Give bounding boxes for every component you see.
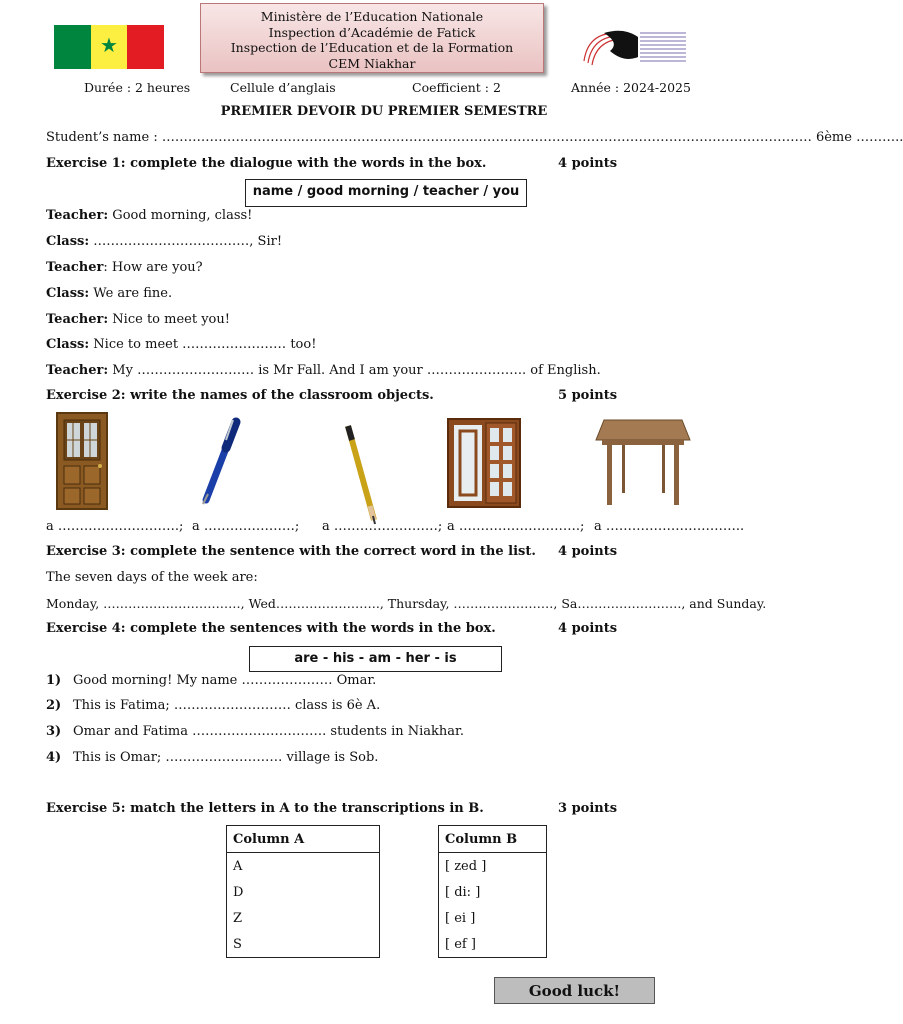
- good-luck-banner: Good luck!: [494, 977, 655, 1004]
- exercise-1-points: 4 points: [558, 156, 618, 171]
- table-image: [594, 418, 692, 508]
- dialogue-text: ………………………………, Sir!: [89, 234, 283, 249]
- flag-stripe-yellow: [91, 25, 128, 69]
- exercise-5-points: 3 points: [558, 801, 618, 816]
- column-a-table: [226, 825, 380, 958]
- speaker: Class:: [46, 337, 90, 352]
- exercise-4-points: 4 points: [558, 621, 618, 636]
- column-b-cell: [ ef ]: [439, 931, 547, 958]
- ministry-header: [200, 3, 544, 73]
- coefficient: Coefficient : 2: [412, 80, 501, 95]
- school-logo: [580, 27, 690, 69]
- duration: Durée : 2 heures: [84, 80, 191, 95]
- exercise-2-points: 5 points: [558, 388, 618, 403]
- dialogue-line: [46, 363, 601, 378]
- dialogue-text: We are fine.: [89, 286, 173, 301]
- dialogue-text: My ……………………… is Mr Fall. And I am your ………………….. of English.: [108, 363, 601, 378]
- dialogue-text: Nice to meet …………………… too!: [89, 337, 317, 352]
- item-number: 2): [46, 698, 62, 713]
- exercise-4-title: Exercise 4: complete the sentences with the words in the box.: [46, 621, 496, 636]
- dialogue-text: Nice to meet you!: [108, 312, 230, 327]
- pencil-image: [340, 420, 380, 530]
- senegal-flag: [54, 25, 164, 69]
- exercise-2-title: Exercise 2: write the names of the classroom objects.: [46, 388, 434, 403]
- sentence-item: [46, 724, 464, 739]
- window-image: [446, 417, 522, 509]
- item-number: 1): [46, 673, 62, 688]
- ministry-line: Inspection de l’Education et de la Formation: [230, 40, 514, 55]
- student-name-line: Student’s name : …………………………………………………………………………………………………………………………………… 6ème ………..: [46, 130, 903, 145]
- exercise-3-sentence: Monday, ……………………………, Wed……………………., Thursday, ……………………, Sa……………………., and Sunday.: [46, 596, 767, 611]
- answer-blank[interactable]: a …………………;: [192, 519, 300, 534]
- item-number: 4): [46, 750, 62, 765]
- item-text: Omar and Fatima …………………………. students in Niakhar.: [73, 724, 464, 739]
- dialogue-text: : How are you?: [103, 260, 203, 275]
- sentence-item: [46, 673, 376, 688]
- dialogue-line: [46, 260, 203, 275]
- dialogue-text: Good morning, class!: [108, 208, 253, 223]
- dialogue-line: [46, 337, 316, 352]
- item-text: This is Fatima; ……………………… class is 6è A.: [73, 698, 381, 713]
- pen-image: [196, 416, 246, 506]
- column-b-header: Column B: [439, 826, 547, 853]
- item-text: This is Omar; ……………………… village is Sob.: [73, 750, 379, 765]
- column-a-header: Column A: [227, 826, 380, 853]
- speaker: Class:: [46, 286, 90, 301]
- exercise-3-points: 4 points: [558, 544, 618, 559]
- dialogue-line: [46, 208, 252, 223]
- sentence-item: [46, 750, 378, 765]
- speaker: Teacher:: [46, 208, 109, 223]
- exercise-3-title: Exercise 3: complete the sentence with the correct word in the list.: [46, 544, 536, 559]
- page-title: PREMIER DEVOIR DU PREMIER SEMESTRE: [220, 104, 548, 119]
- speaker: Class:: [46, 234, 90, 249]
- flag-stripe-red: [127, 25, 164, 69]
- ministry-line: CEM Niakhar: [328, 55, 416, 71]
- column-b-cell: [ di: ]: [439, 879, 547, 905]
- column-b-cell: [ zed ]: [439, 853, 547, 880]
- school-year: Année : 2024-2025: [571, 80, 691, 95]
- column-b-cell: [ ei ]: [439, 905, 547, 931]
- answer-blank[interactable]: a ……………………….;: [447, 519, 585, 534]
- word-box-1: name / good morning / teacher / you: [245, 179, 527, 207]
- cell: Cellule d’anglais: [230, 80, 336, 95]
- speaker: Teacher:: [46, 363, 109, 378]
- exercise-1-title: Exercise 1: complete the dialogue with the words in the box.: [46, 156, 487, 171]
- column-a-cell: D: [227, 879, 380, 905]
- exercise-3-intro: The seven days of the week are:: [46, 570, 258, 585]
- ministry-line: Inspection d’Académie de Fatick: [268, 24, 476, 40]
- flag-stripe-green: [54, 25, 91, 69]
- answer-blank[interactable]: a ……………………….;: [46, 519, 184, 534]
- answer-blank[interactable]: a ……………………;: [322, 519, 443, 534]
- dialogue-line: [46, 286, 172, 301]
- door-image: [56, 412, 108, 510]
- sentence-item: [46, 698, 380, 713]
- item-number: 3): [46, 724, 62, 739]
- column-b-table: [438, 825, 547, 958]
- speaker: Teacher: [46, 260, 104, 275]
- word-box-2: are - his - am - her - is: [249, 646, 502, 672]
- dialogue-line: [46, 312, 230, 327]
- column-a-cell: S: [227, 931, 380, 958]
- column-a-cell: Z: [227, 905, 380, 931]
- dialogue-line: [46, 234, 282, 249]
- item-text: Good morning! My name ………………… Omar.: [73, 673, 377, 688]
- column-a-cell: A: [227, 853, 380, 880]
- speaker: Teacher:: [46, 312, 109, 327]
- answer-blank[interactable]: a …………………………..: [594, 519, 745, 534]
- star-icon: ★: [100, 33, 118, 57]
- ministry-line: Ministère de l’Education Nationale: [260, 9, 484, 24]
- exercise-5-title: Exercise 5: match the letters in A to the transcriptions in B.: [46, 801, 484, 816]
